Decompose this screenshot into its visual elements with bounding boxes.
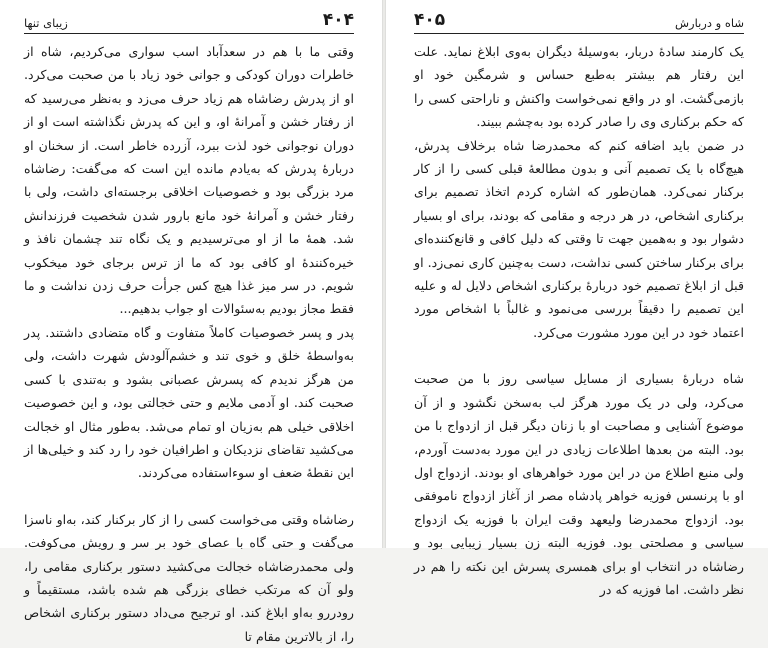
right-paragraph-3: شاه دربارهٔ بسیاری از مسایل سیاسی روز با من صحبت می‌کرد، ولی در یک مورد هرگز لب به‌سخن نگشود و از آن موضوع آشنایی و مصاحبت او با زنان دیگر قبل از ازدواج با من بود. البته من بعدها اطلاعات زیادی در این مورد به‌دست آوردم، ولی منبع اطلاع من در این مورد خواهرهای او بودند. ازدواج اول او با پرنسس فوزیه خواهر پادشاه مصر از آغاز ازدواج ناموفقی بود. ازدواج محمدرضا ولیعهد وقت ایران با فوزیه یک ازدواج سیاسی و مصلحتی بود. فوزیه البته زن بسیار زیبایی بود و رضاشاه در انتخاب او برای همسری پسرش این نکته را هم در نظر داشت. اما فوزیه که در <box>414 371 744 597</box>
left-running-title: زیبای تنها <box>24 16 68 30</box>
left-paragraph-2: پدر و پسر خصوصیات کاملاً متفاوت و گاه متضادی داشتند. پدر به‌واسطهٔ خلق و خوی تند و خشم‌آلودش شهرت داشت، ولی من هرگز ندیدم که پسرش عصبانی بشود و به‌تندی با کسی صحبت کند. او آدمی ملایم و حتی خجالتی بود، و این خصوصیت اخلاقی خیلی هم به‌زیان او تمام می‌شد. به‌طور مثال او خجالت می‌کشید تقاضای نزدیکان و اطرافیان خود را رد کند و خیلی‌ها از این نقطهٔ ضعف او سوءاستفاده می‌کردند. <box>24 324 354 481</box>
right-page-header <box>414 6 744 34</box>
right-running-title: شاه و دربارش <box>675 16 744 30</box>
paragraph-gap <box>24 485 354 508</box>
right-page <box>386 0 768 597</box>
right-paragraph-2: در ضمن باید اضافه کنم که محمدرضا شاه برخلاف پدرش، هیچ‌گاه با یک تصمیم آنی و بدون مطالعهٔ قبلی کسی را از کار برکنار نمی‌کرد. همان‌طور که اشاره کردم اتخاذ تصمیم برای برکناری اشخاص، در هر درجه و مقامی که بودند، برای او بسیار دشوار بود و به‌همین جهت تا وقتی که دلیل کافی و قانع‌کننده‌ای برای برکنار ساختن کسی نداشت، دست به‌چنین کاری نمی‌زد. او قبل از ابلاغ تصمیم خود دربارهٔ برکناری اشخاص دلایل له و علیه این تصمیم را دقیقاً بررسی می‌نمود و غالباً با اشخاص مورد اعتماد خود در این مورد مشورت می‌کرد. <box>414 137 744 340</box>
left-paragraph-3: رضاشاه وقتی می‌خواست کسی را از کار برکنار کند، به‌او ناسزا می‌گفت و حتی گاه با عصای خود بر سر و رویش می‌کوفت. ولی محمدرضاشاه خجالت می‌کشید دستور برکناری مقامی را، ولو آن که مرتکب خطای بزرگی هم شده باشد، مستقیماً و رودررو به‌او ابلاغ کند. او ترجیح می‌داد دستور برکناری اشخاص را، از بالاترین مقام تا <box>24 511 354 644</box>
paragraph-gap <box>414 344 744 367</box>
left-page-body <box>24 40 354 648</box>
left-paragraph-1: وقتی ما با هم در سعدآباد اسب سواری می‌کردیم، شاه از خاطرات دوران کودکی و جوانی خود زیاد با من صحبت می‌کرد. او از پدرش رضاشاه هم زیاد حرف می‌زد و به‌نظر می‌رسید که از رفتار خشن و آمرانهٔ او، و این که پدرش نگذاشته است او از دوران نوجوانی خود لذت ببرد، آزرده خاطر است. از سخنان او دربارهٔ پدرش که به‌یادم مانده این است که می‌گفت: رضاشاه مرد بزرگی بود و خصوصیات اخلاقی برجسته‌ای داشت، ولی با رفتار خشن و آمرانهٔ خود مانع بارور شدن شخصیت فرزندانش شد. همهٔ ما از او می‌ترسیدیم و یک نگاه تند چشمان نافذ و خیره‌کنندهٔ او کافی بود که ما از ترس برجای خود میخکوب شویم. در سر میز غذا هیچ کس جرأت حرف زدن نداشت و ما فقط مجاز بودیم به‌سئوالات او جواب بدهیم... <box>24 44 354 317</box>
left-page-header <box>24 6 354 34</box>
right-page-body <box>414 40 744 601</box>
left-page <box>0 0 382 644</box>
right-page-number: ۴۰۵ <box>414 10 446 30</box>
right-paragraph-1: یک کارمند سادهٔ دربار، به‌وسیلهٔ دیگران به‌وی ابلاغ نماید. علت این رفتار هم بیشتر به‌طبع حساس و شرمگین خود او بازمی‌گشت. او در واقع نمی‌خواست واکنش و ناراحتی کسی را که حکم برکناری وی را صادر کرده بود به‌چشم ببیند. <box>414 44 744 130</box>
left-page-number: ۴۰۴ <box>322 10 354 30</box>
